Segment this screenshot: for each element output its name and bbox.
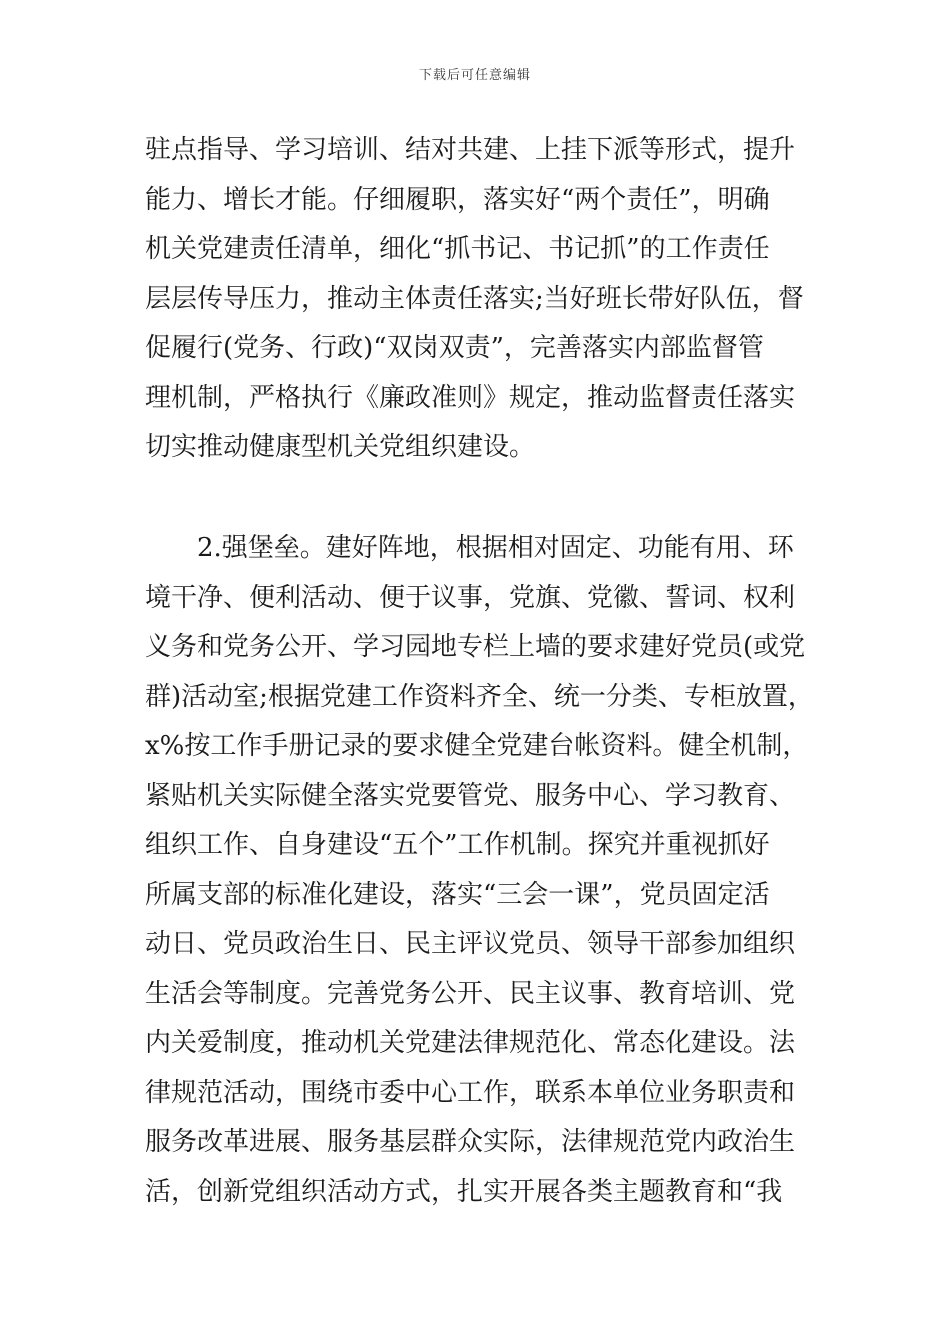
text-line: 驻点指导、学习培训、结对共建、上挂下派等形式，提升 [145, 135, 796, 165]
text-line: 服务改革进展、服务基层群众实际，法律规范党内政治生 [145, 1127, 796, 1157]
text-line: 律规范活动，围绕市委中心工作，联系本单位业务职责和 [145, 1077, 796, 1108]
text-line: x%按工作手册记录的要求健全党建台帐资料。健全机制， [145, 731, 809, 761]
text-line: 所属支部的标准化建设，落实“三会一课”，党员固定活 [145, 879, 770, 910]
text-line: 2.强堡垒。建好阵地，根据相对固定、功能有用、环 [145, 533, 794, 563]
text-line: 能力、增长才能。仔细履职，落实好“两个责任”，明确 [145, 184, 770, 215]
text-line: 活，创新党组织活动方式，扎实开展各类主题教育和“我 [145, 1176, 783, 1207]
text-line: 生活会等制度。完善党务公开、民主议事、教育培训、党 [145, 978, 796, 1009]
text-line: 层层传导压力，推动主体责任落实;当好班长带好队伍，督 [145, 283, 804, 314]
text-line: 组织工作、自身建设“五个”工作机制。探究并重视抓好 [145, 830, 770, 860]
text-line: 境干净、便利活动、便于议事，党旗、党徽、誓词、权利 [145, 582, 796, 613]
paragraph-2 [145, 524, 825, 1217]
text-line: 理机制，严格执行《廉政准则》规定，推动监督责任落实 [145, 382, 796, 413]
text-line: 内关爱制度，推动机关党建法律规范化、常态化建设。法 [145, 1028, 796, 1058]
text-line: 机关党建责任清单，细化“抓书记、书记抓”的工作责任 [145, 234, 770, 264]
page-header: 下载后可任意编辑 [418, 68, 531, 83]
text-line: 动日、党员政治生日、民主评议党员、领导干部参加组织 [145, 929, 796, 959]
text-line: 切实推动健康型机关党组织建设。 [145, 432, 536, 462]
text-line: 促履行(党务、行政)“双岗双责”，完善落实内部监督管 [145, 333, 764, 363]
text-line: 义务和党务公开、学习园地专栏上墙的要求建好党员(或党 [145, 632, 806, 662]
paragraph-1 [145, 126, 825, 473]
text-line: 群)活动室;根据党建工作资料齐全、统一分类、专柜放置， [145, 681, 814, 712]
text-line: 紧贴机关实际健全落实党要管党、服务中心、学习教育、 [145, 780, 796, 811]
